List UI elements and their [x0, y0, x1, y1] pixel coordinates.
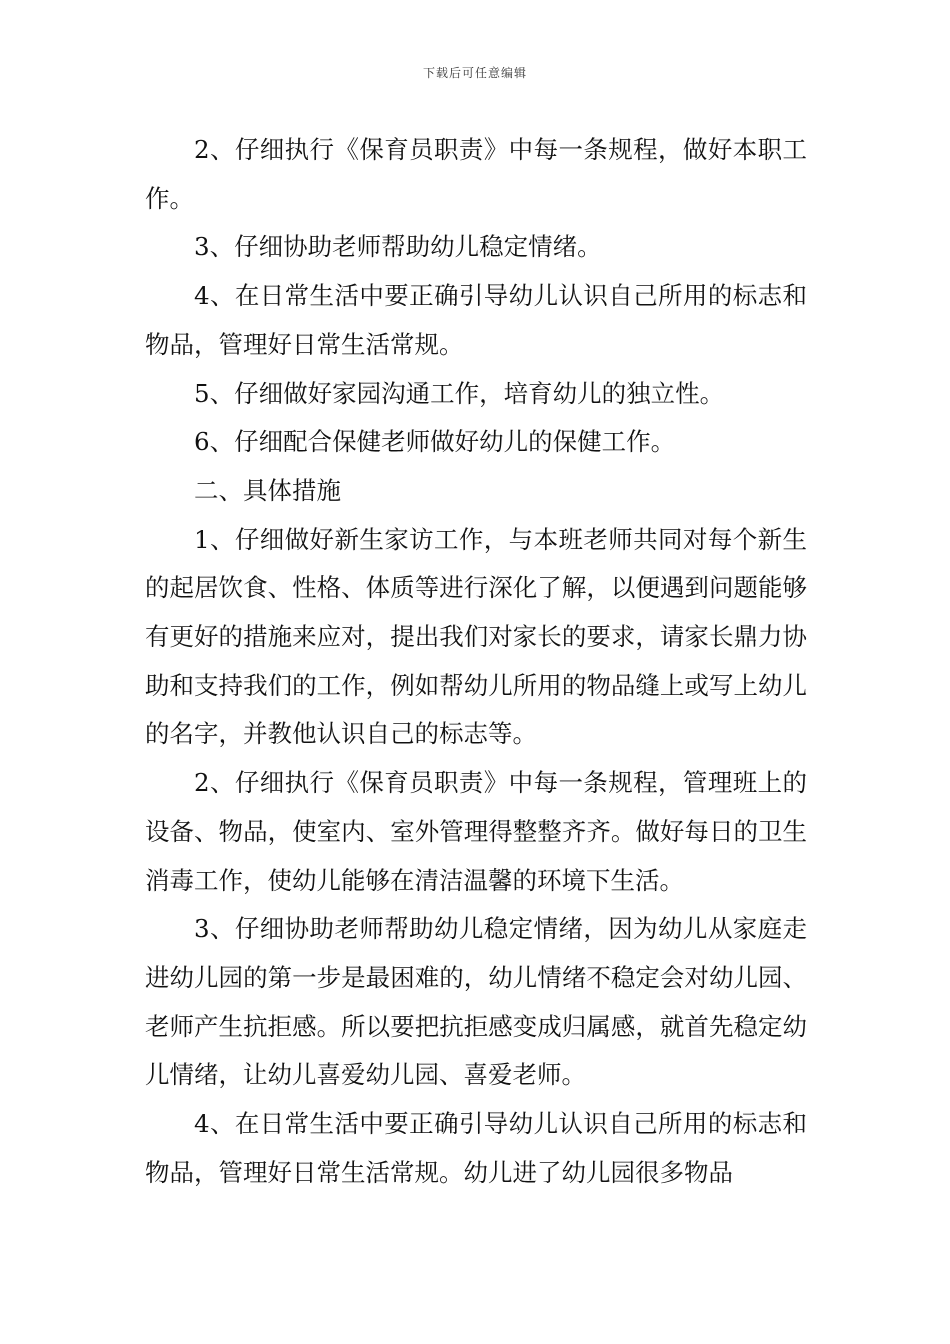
paragraph-duty-4: 4、在日常生活中要正确引导幼儿认识自己所用的标志和物品，管理好日常生活常规。	[145, 281, 807, 359]
paragraph-measure-3: 3、仔细协助老师帮助幼儿稳定情绪，因为幼儿从家庭走进幼儿园的第一步是最困难的，幼儿情绪不稳定会对幼儿园、老师产生抗拒感。所以要把抗拒感变成归属感，就首先稳定幼儿情绪，让幼儿喜爱幼儿园、喜爱老师。	[145, 914, 807, 1090]
paragraph-duty-5: 5、仔细做好家园沟通工作，培育幼儿的独立性。	[194, 378, 725, 408]
paragraph-duty-6: 6、仔细配合保健老师做好幼儿的保健工作。	[194, 427, 676, 457]
paragraph-measure-1: 1、仔细做好新生家访工作，与本班老师共同对每个新生的起居饮食、性格、体质等进行深化了解，以便遇到问题能够有更好的措施来应对，提出我们对家长的要求，请家长鼎力协助和支持我们的工作，例如帮幼儿所用的物品缝上或写上幼儿的名字，并教他认识自己的标志等。	[145, 524, 807, 749]
paragraph-duty-2: 2、仔细执行《保育员职责》中每一条规程，做好本职工作。	[145, 135, 807, 213]
document-body	[145, 126, 807, 1197]
paragraph-measure-4: 4、在日常生活中要正确引导幼儿认识自己所用的标志和物品，管理好日常生活常规。幼儿进了幼儿园很多物品	[145, 1109, 807, 1187]
section-heading: 二、具体措施	[194, 475, 341, 505]
paragraph-measure-2: 2、仔细执行《保育员职责》中每一条规程，管理班上的设备、物品，使室内、室外管理得整整齐齐。做好每日的卫生消毒工作，使幼儿能够在清洁温馨的环境下生活。	[145, 768, 807, 895]
paragraph-duty-3: 3、仔细协助老师帮助幼儿稳定情绪。	[194, 232, 602, 262]
page-header: 下载后可任意编辑	[422, 66, 527, 80]
